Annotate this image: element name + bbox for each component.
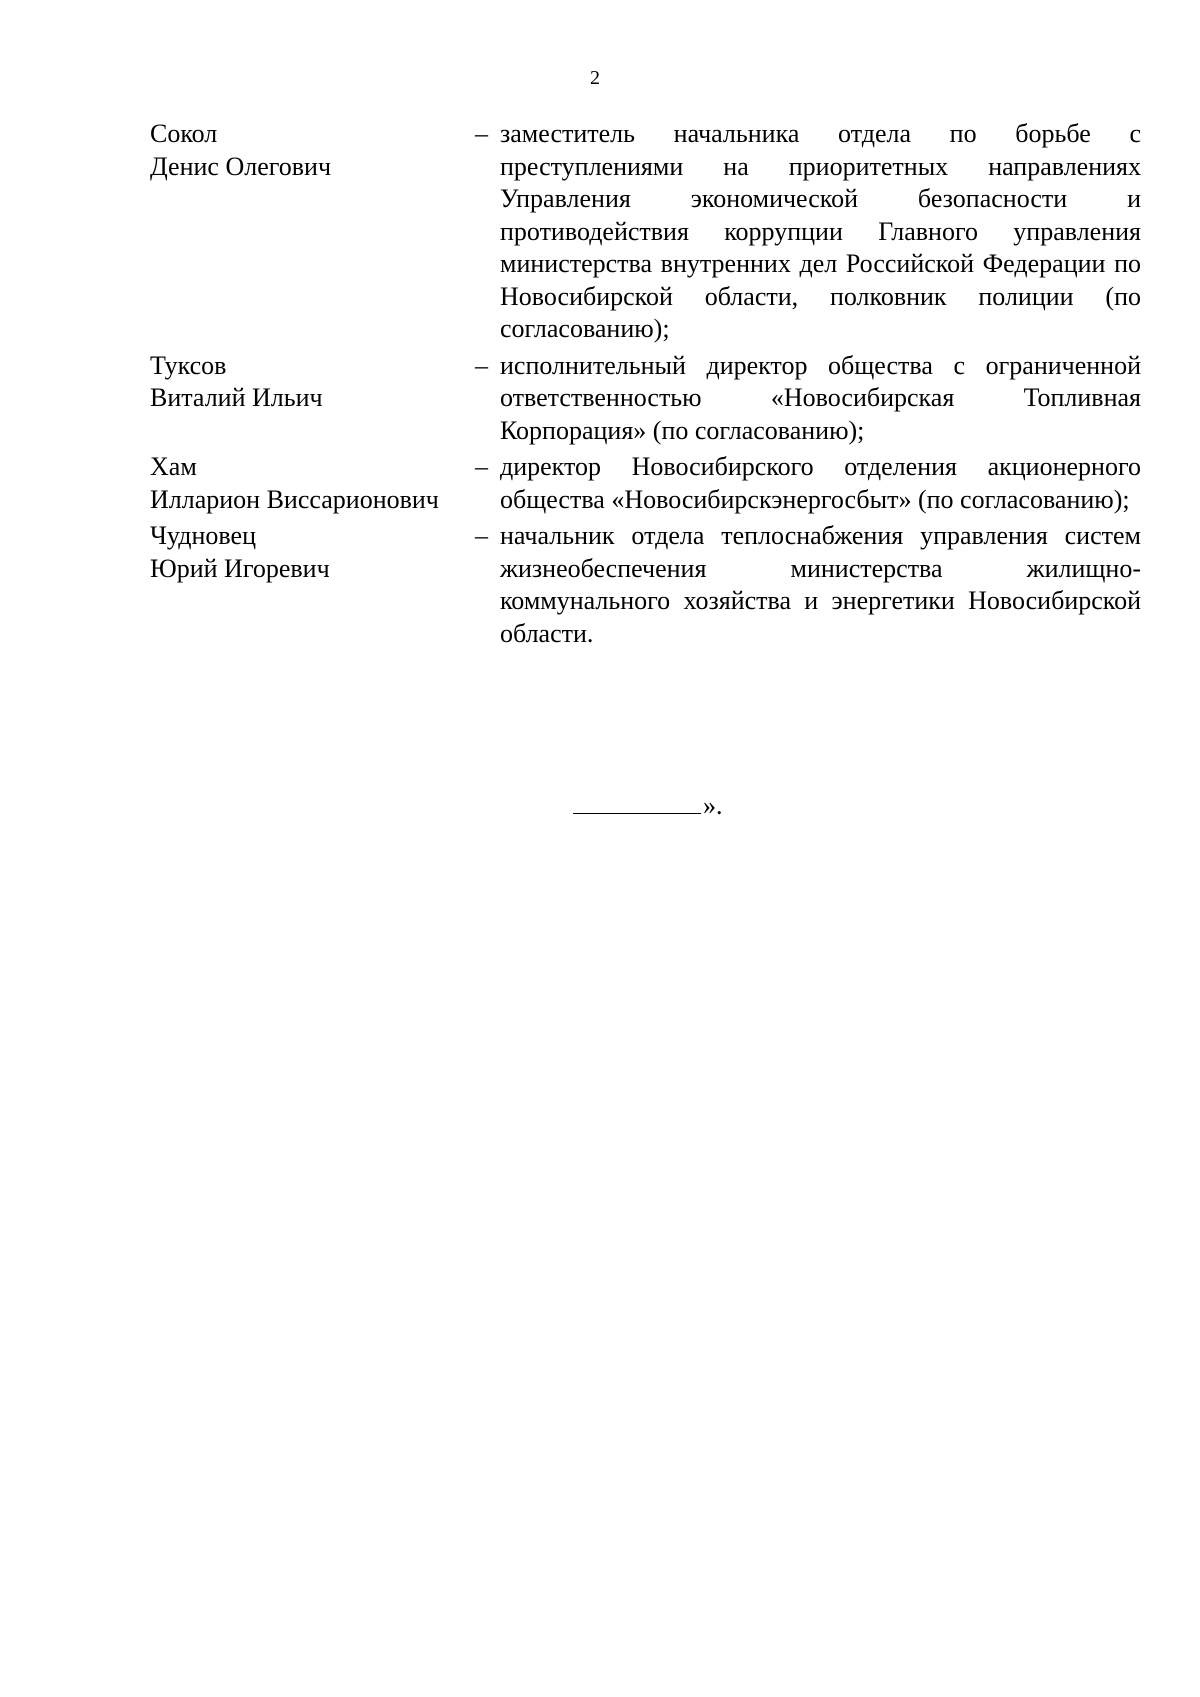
member-name — [150, 451, 475, 516]
member-given-names: Виталий Ильич — [150, 383, 323, 412]
member-name — [150, 118, 475, 183]
member-position: директор Новосибирского отделения акционерного общества «Новосибирскэнергосбыт» (по согласованию); — [500, 452, 1141, 514]
member-row — [150, 350, 1141, 448]
member-name — [150, 520, 475, 585]
member-surname: Сокол — [150, 119, 218, 148]
page-number: 2 — [590, 67, 600, 89]
member-name — [150, 350, 475, 415]
member-position: исполнительный директор общества с ограниченной ответственностью «Новосибирская Топливная Корпорация» (по согласованию); — [500, 350, 1141, 445]
member-dash: – — [475, 452, 488, 481]
member-given-names: Юрий Игоревич — [150, 553, 330, 583]
member-position: начальник отдела теплоснабжения управления систем жизнеобеспечения министерства жилищно-коммунального хозяйства и энергетики Новосибирской области. — [500, 521, 1141, 648]
closing-quote-mark: ». — [703, 791, 723, 820]
closing-underline — [573, 812, 701, 814]
member-dash: – — [475, 350, 488, 380]
member-dash: – — [475, 521, 488, 550]
member-dash: – — [475, 119, 488, 148]
document-closing — [573, 790, 723, 822]
member-given-names: Денис Олегович — [150, 151, 332, 181]
member-row — [150, 520, 1141, 650]
member-row — [150, 451, 1141, 516]
member-surname: Хам — [150, 452, 197, 481]
member-surname: Чудновец — [150, 521, 256, 550]
member-position: заместитель начальника отдела по борьбе с преступлениями на приоритетных направлениях Управления экономической безопасности и противодействия коррупции Главного управления министерства внутренних дел Российской Федерации по Новосибирской области, полковник полиции (по согласованию); — [500, 119, 1141, 343]
member-given-names: Илларион Виссарионович — [150, 484, 439, 514]
member-surname: Туксов — [150, 350, 227, 380]
commission-member-list — [150, 118, 1141, 654]
member-row — [150, 118, 1141, 346]
